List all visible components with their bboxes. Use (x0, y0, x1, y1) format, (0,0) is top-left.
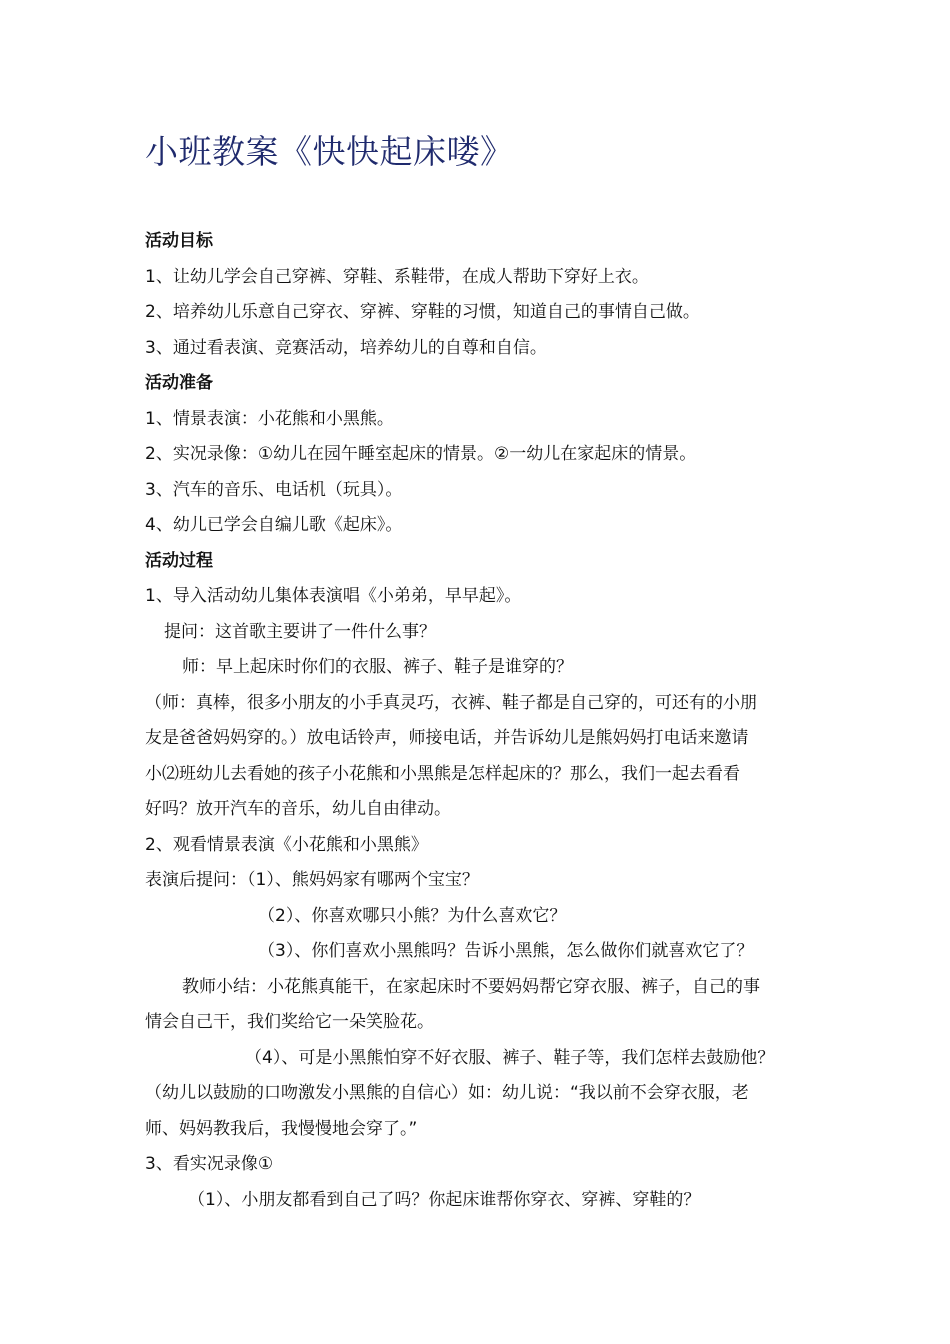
goal-item-3: 3、通过看表演、竞赛活动，培养幼儿的自尊和自信。 (145, 337, 547, 358)
step-2-question-4-line-3: 师、妈妈教我后，我慢慢地会穿了。” (145, 1118, 418, 1139)
step-1-title: 1、导入活动幼儿集体表演唱《小弟弟，早早起》。 (145, 586, 522, 606)
prep-item-1: 1、情景表演：小花熊和小黑熊。 (145, 408, 394, 429)
step-2-summary-line-1: 教师小结：小花熊真能干，在家起床时不要妈妈帮它穿衣服、裤子，自己的事 (182, 976, 760, 997)
section-heading-preparation: 活动准备 (145, 373, 213, 393)
section-heading-process: 活动过程 (145, 550, 213, 571)
step-2-title: 2、观看情景表演《小花熊和小黑熊》 (145, 834, 428, 855)
step-2-question-4-line-1: （4）、可是小黑熊怕穿不好衣服、裤子、鞋子等，我们怎样去鼓励他？ (245, 1047, 775, 1068)
document-body (145, 224, 810, 1218)
step-2-question-1: 表演后提问：（1）、熊妈妈家有哪两个宝宝？ (145, 870, 479, 890)
prep-item-2: 2、实况录像：①幼儿在园午睡室起床的情景。②一幼儿在家起床的情景。 (145, 444, 697, 464)
prep-item-4: 4、幼儿已学会自编儿歌《起床》。 (145, 515, 403, 535)
step-2-summary-line-2: 情会自己干，我们奖给它一朵笑脸花。 (145, 1012, 434, 1032)
step-3-question-1: （1）、小朋友都看到自己了吗？你起床谁帮你穿衣、穿裤、穿鞋的？ (188, 1189, 701, 1210)
step-1-paragraph-line-2: 友是爸爸妈妈穿的。）放电话铃声，师接电话，并告诉幼儿是熊妈妈打电话来邀请 (145, 728, 749, 748)
step-3-title: 3、看实况录像① (145, 1154, 274, 1174)
step-1-paragraph-line-4: 好吗？放开汽车的音乐，幼儿自由律动。 (145, 799, 451, 819)
step-2-question-4-line-2: （幼儿以鼓励的口吻激发小黑熊的自信心）如：幼儿说：“我以前不会穿衣服，老 (145, 1083, 749, 1103)
step-1-paragraph-line-1: （师：真棒，很多小朋友的小手真灵巧，衣裤、鞋子都是自己穿的，可还有的小朋 (145, 692, 757, 713)
prep-item-3: 3、汽车的音乐、电话机（玩具）。 (145, 479, 403, 500)
step-1-teacher: 师：早上起床时你们的衣服、裤子、鞋子是谁穿的？ (182, 657, 573, 677)
document-title: 小班教案《快快起床喽》 (145, 132, 514, 171)
step-2-question-2: （2）、你喜欢哪只小熊？为什么喜欢它？ (258, 905, 567, 926)
goal-item-2: 2、培养幼儿乐意自己穿衣、穿裤、穿鞋的习惯，知道自己的事情自己做。 (145, 302, 700, 322)
step-2-question-3: （3）、你们喜欢小黑熊吗？告诉小黑熊，怎么做你们就喜欢它了？ (258, 941, 754, 961)
goal-item-1: 1、让幼儿学会自己穿裤、穿鞋、系鞋带，在成人帮助下穿好上衣。 (145, 266, 649, 287)
step-1-paragraph-line-3: 小⑵班幼儿去看她的孩子小花熊和小黑熊是怎样起床的？那么，我们一起去看看 (145, 763, 740, 784)
section-heading-goals: 活动目标 (145, 231, 213, 251)
step-1-question: 提问：这首歌主要讲了一件什么事？ (164, 621, 436, 642)
